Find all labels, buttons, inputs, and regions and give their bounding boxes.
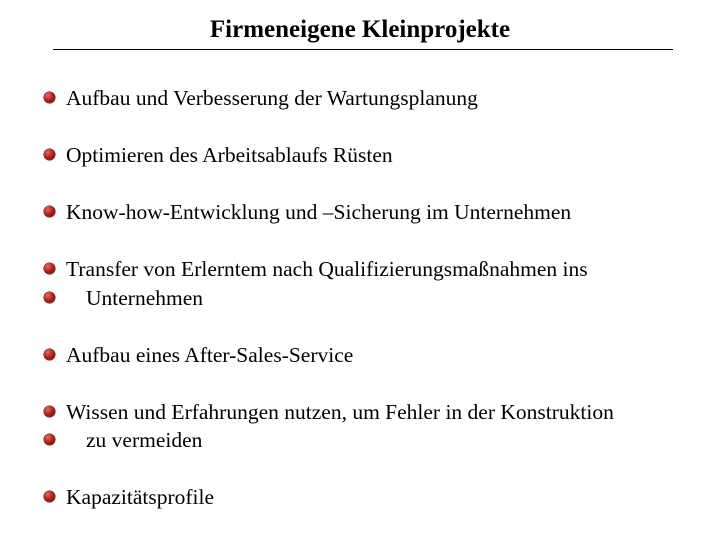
bullet-line [66, 84, 704, 113]
title-underline [53, 49, 673, 50]
red-bullet-icon [44, 349, 55, 360]
red-bullet-icon [44, 149, 55, 160]
bullet-item [44, 255, 704, 312]
bullet-text: Transfer von Erlerntem nach Qualifizierungsmaßnahmen ins [66, 257, 588, 281]
bullet-item [44, 141, 704, 170]
bullet-item [44, 341, 704, 370]
bullet-line-continued [66, 284, 704, 313]
bullet-line [66, 198, 704, 227]
red-bullet-icon [44, 263, 55, 274]
bullet-item [44, 84, 704, 113]
bullet-item [44, 398, 704, 455]
red-bullet-icon [44, 491, 55, 502]
red-bullet-icon [44, 406, 55, 417]
bullet-text: Wissen und Erfahrungen nutzen, um Fehler in der Konstruktion [66, 399, 614, 424]
red-bullet-icon [44, 92, 55, 103]
bullet-line-continued [66, 426, 704, 455]
bullet-text: Kapazitätsprofile [66, 485, 215, 509]
red-bullet-icon [44, 292, 55, 303]
red-bullet-icon [44, 206, 55, 217]
bullet-line [66, 483, 704, 512]
bullet-item [44, 483, 704, 512]
slide-title: Firmeneigene Kleinprojekte [209, 16, 511, 43]
bullet-line [66, 398, 704, 427]
bullet-text: zu vermeiden [86, 428, 203, 452]
bullet-line [66, 255, 704, 284]
bullet-text: Aufbau eines After-Sales-Service [66, 342, 354, 367]
bullet-item [44, 198, 704, 227]
bullet-text: Know-how-Entwicklung und –Sicherung im Unternehmen [66, 200, 572, 224]
bullet-text: Unternehmen [86, 285, 204, 310]
bullet-text: Aufbau und Verbesserung der Wartungsplanung [66, 86, 478, 110]
red-bullet-icon [44, 434, 55, 445]
bullet-text: Optimieren des Arbeitsablaufs Rüsten [66, 143, 393, 167]
bullet-line [66, 341, 704, 370]
bullet-line [66, 141, 704, 170]
bullet-list [44, 84, 704, 540]
